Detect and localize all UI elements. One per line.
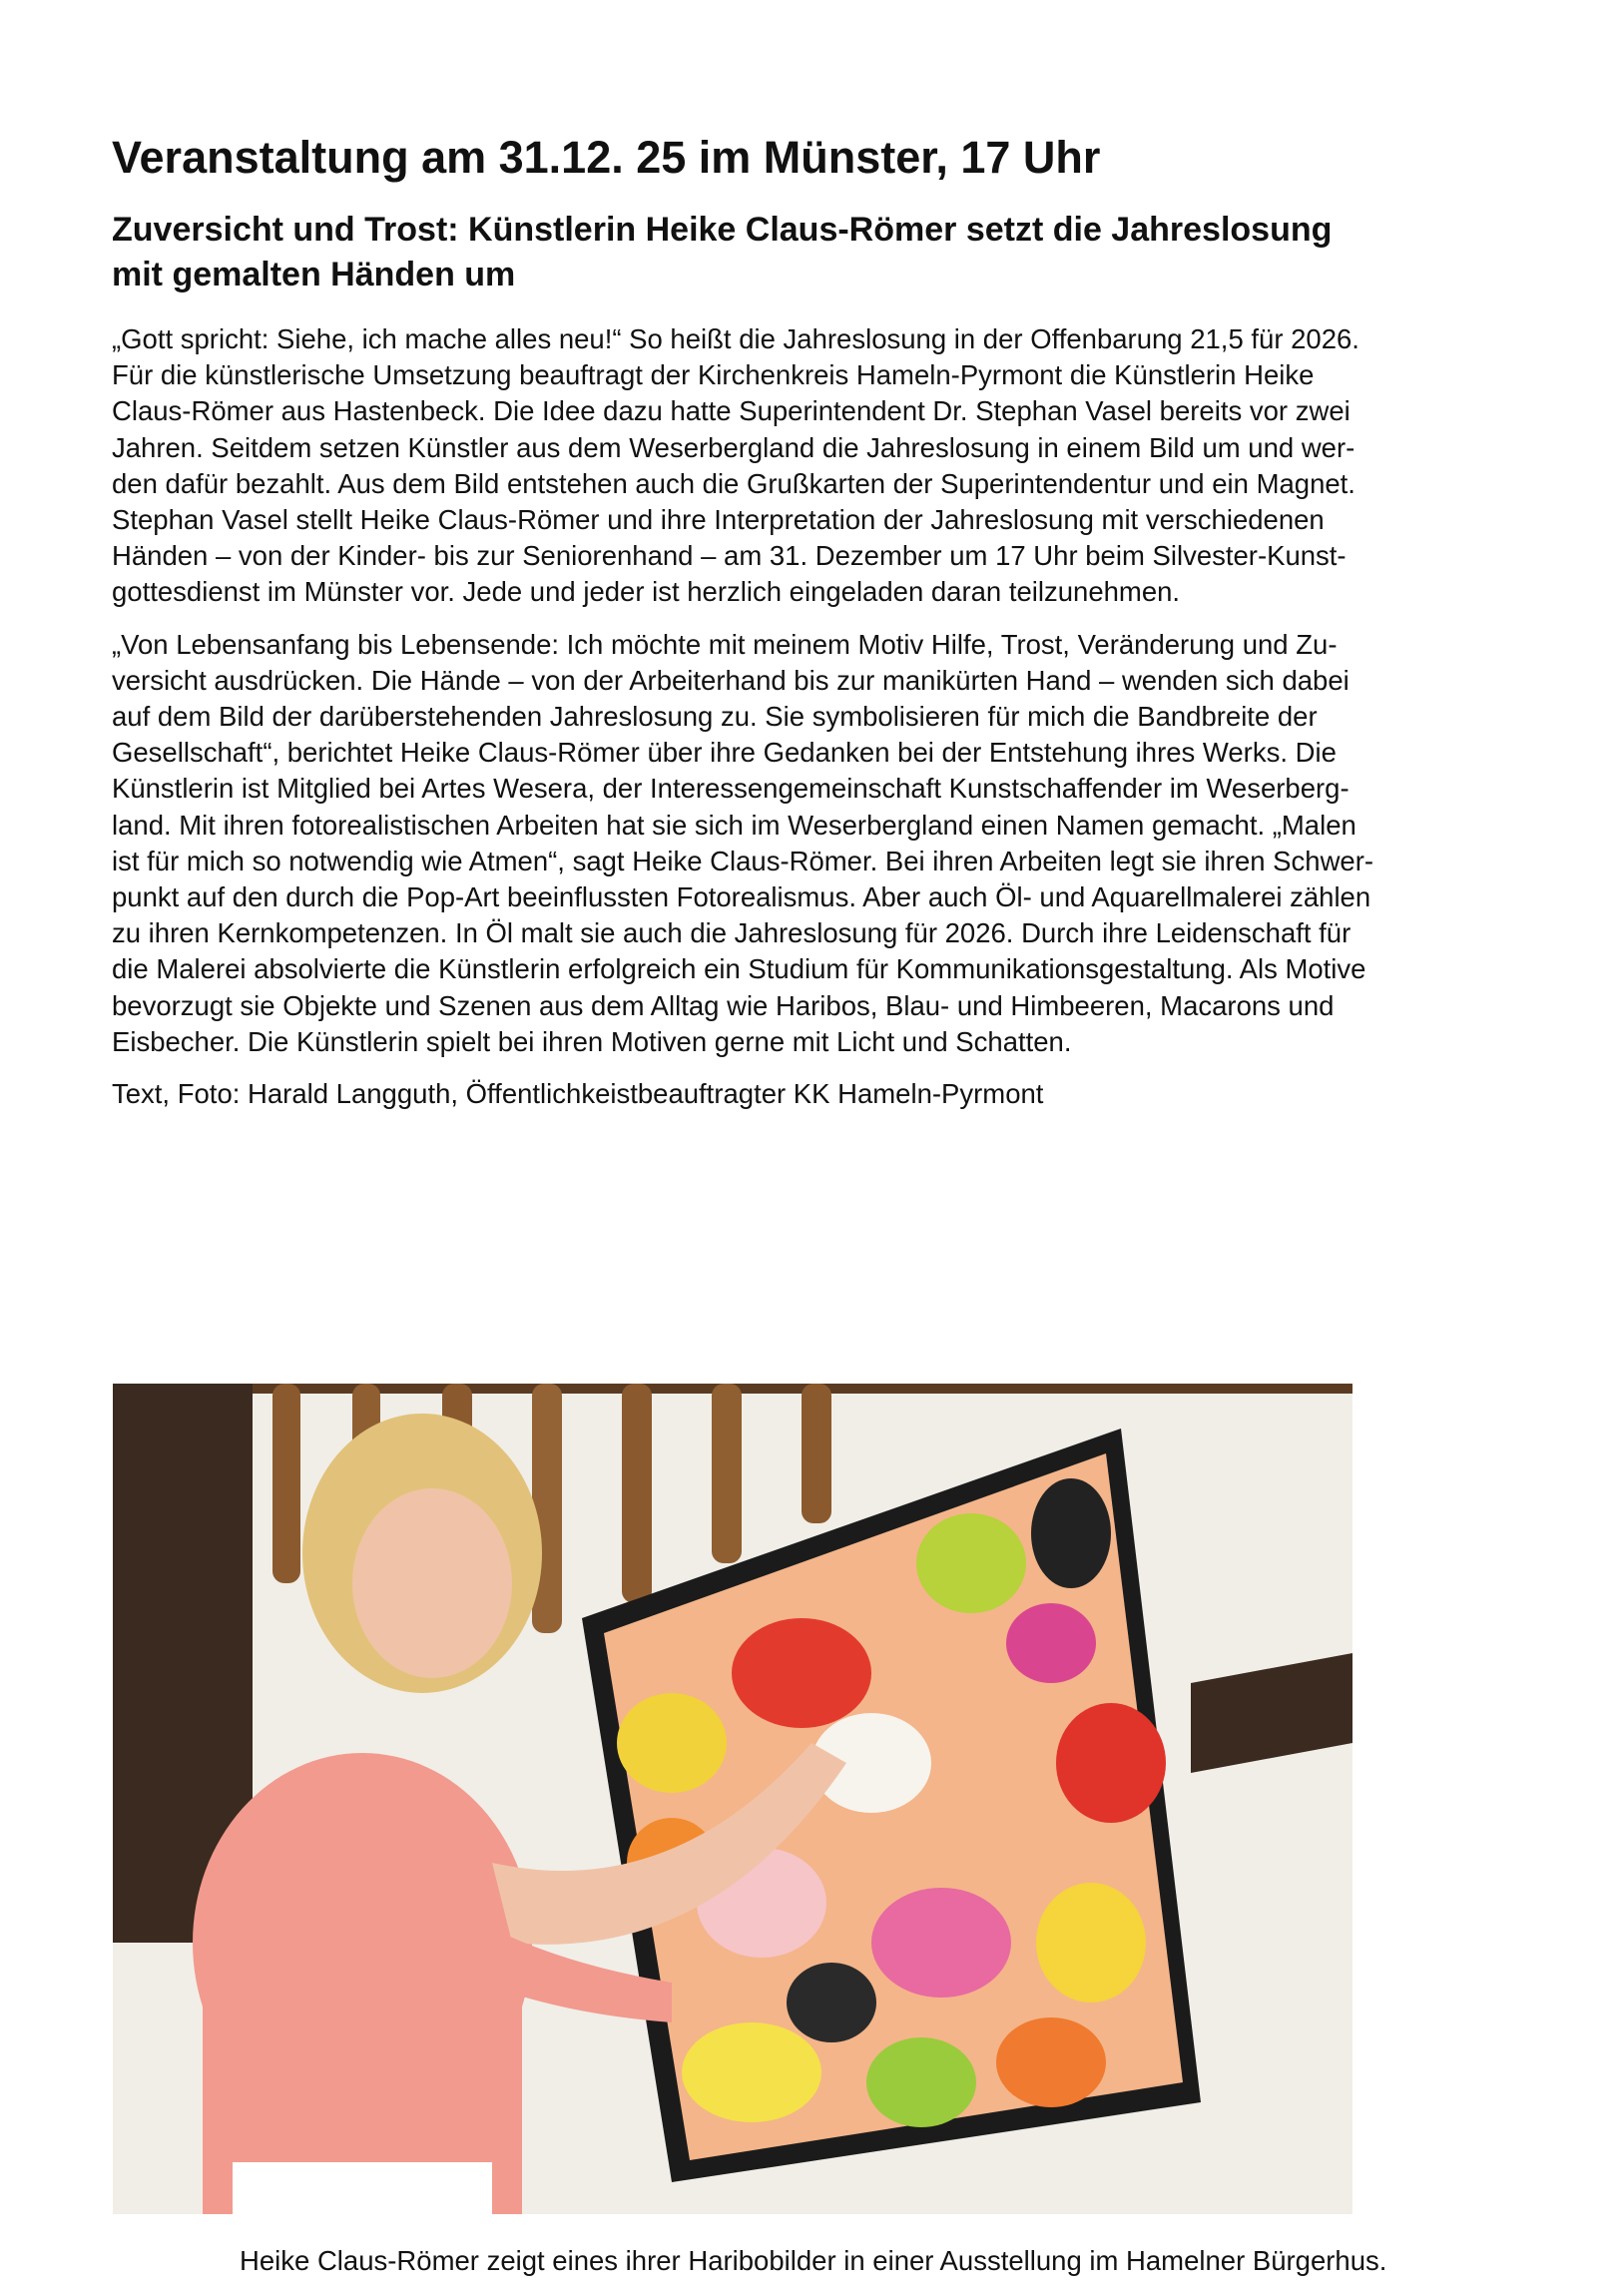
subheadline	[112, 208, 1529, 297]
paragraph-line: Eisbecher. Die Künstlerin spielt bei ihren Motiven gerne mit Licht und Schatten.	[112, 1025, 1072, 1057]
paragraph-2	[112, 627, 1499, 1060]
article-photo	[113, 1384, 1352, 2214]
paragraph-line: „Gott spricht: Siehe, ich mache alles neu!“ So heißt die Jahreslosung in der Offenbarung 21,5 für 2026.	[112, 323, 1359, 354]
paragraph-line: ist für mich so notwendig wie Atmen“, sagt Heike Claus-Römer. Bei ihren Arbeiten legt sie ihren Schwer-	[112, 845, 1374, 876]
paragraph-line: Claus-Römer aus Hastenbeck. Die Idee dazu hatte Superintendent Dr. Stephan Vasel bereits vor zwei	[112, 395, 1351, 427]
paragraph-line: bevorzugt sie Objekte und Szenen aus dem Alltag wie Haribos, Blau- und Himbeeren, Macarons und	[112, 989, 1335, 1021]
paragraph-1	[112, 321, 1499, 611]
photo-credit: Text, Foto: Harald Langguth, Öffentlichkeistbeauftragter KK Hameln-Pyrmont	[112, 1078, 1044, 1110]
paragraph-line: Händen – von der Kinder- bis zur Seniorenhand – am 31. Dezember um 17 Uhr beim Silvester-Kunst-	[112, 540, 1347, 572]
paragraph-line: land. Mit ihren fotorealistischen Arbeiten hat sie sich im Weserbergland einen Namen gemacht. „Malen	[112, 809, 1356, 841]
paragraph-line: punkt auf den durch die Pop-Art beeinflussten Fotorealismus. Aber auch Öl- und Aquarellmalerei zählen	[112, 881, 1371, 913]
subheadline-line: mit gemalten Händen um	[112, 256, 516, 293]
paragraph-line: Künstlerin ist Mitglied bei Artes Wesera, der Interessengemeinschaft Kunstschaffender im Weserberg-	[112, 773, 1350, 805]
paragraph-line: zu ihren Kernkompetenzen. In Öl malt sie auch die Jahreslosung für 2026. Durch ihre Leidenschaft für	[112, 917, 1352, 949]
paragraph-line: Für die künstlerische Umsetzung beauftragt der Kirchenkreis Hameln-Pyrmont die Künstlerin Heike	[112, 359, 1315, 391]
photo-caption: Heike Claus-Römer zeigt eines ihrer Haribobilder in einer Ausstellung im Hamelner Bürgerhus.	[240, 2245, 1387, 2276]
photo-illustration	[113, 1384, 1352, 2214]
paragraph-line: gottesdienst im Münster vor. Jede und jeder ist herzlich eingeladen daran teilzunehmen.	[112, 576, 1181, 608]
paragraph-line: Stephan Vasel stellt Heike Claus-Römer und ihre Interpretation der Jahreslosung mit verschiedenen	[112, 504, 1325, 536]
paragraph-line: „Von Lebensanfang bis Lebensende: Ich möchte mit meinem Motiv Hilfe, Trost, Veränderung und Zu-	[112, 628, 1338, 660]
headline: Veranstaltung am 31.12. 25 im Münster, 17 Uhr	[112, 132, 1101, 183]
paragraph-line: auf dem Bild der darüberstehenden Jahreslosung zu. Sie symbolisieren für mich die Bandbreite der	[112, 701, 1318, 733]
article-body	[112, 321, 1499, 1112]
paragraph-line: Gesellschaft“, berichtet Heike Claus-Römer über ihre Gedanken bei der Entstehung ihres Werks. Die	[112, 737, 1337, 769]
paragraph-line: Jahren. Seitdem setzen Künstler aus dem Weserbergland die Jahreslosung in einem Bild um und wer-	[112, 431, 1355, 463]
paragraph-line: den dafür bezahlt. Aus dem Bild entstehen auch die Grußkarten der Superintendentur und ein Magnet.	[112, 467, 1355, 499]
paragraph-line: die Malerei absolvierte die Künstlerin erfolgreich ein Studium für Kommunikationsgestaltung. Als Motive	[112, 953, 1366, 985]
paragraph-line: versicht ausdrücken. Die Hände – von der Arbeiterhand bis zur manikürten Hand – wenden sich dabei	[112, 664, 1350, 696]
subheadline-line: Zuversicht und Trost: Künstlerin Heike Claus-Römer setzt die Jahreslosung	[112, 211, 1333, 249]
